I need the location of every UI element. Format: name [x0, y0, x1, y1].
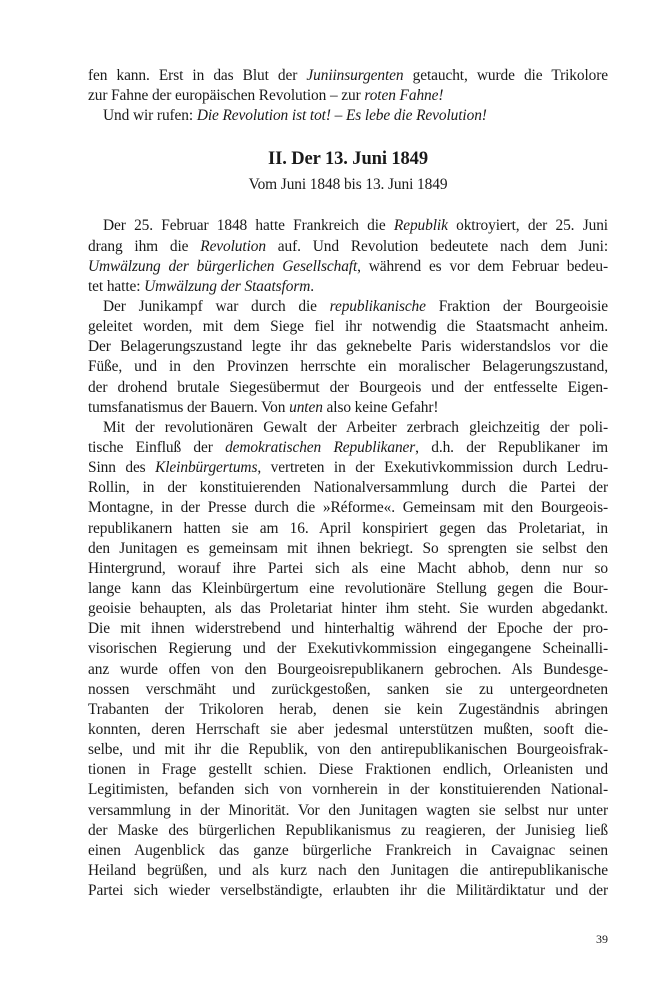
text-line: tet hatte: Umwälzung der Staatsform.: [88, 277, 314, 295]
text-line: drang ihm die Revolution auf. Und Revolution bedeutete nach dem Juni:: [88, 237, 608, 255]
paragraph-3: [88, 418, 608, 901]
text-line: Partei sich wieder verselbständigte, erlaubten ihr die Militärdiktatur und der: [88, 882, 608, 900]
text-line: Hintergrund, worauf ihre Partei sich als eine Macht abhob, denn nur so: [88, 559, 608, 577]
paragraph-2: [88, 297, 608, 418]
text-line: tumsfanatismus der Bauern. Von unten also keine Gefahr!: [88, 398, 439, 416]
chapter-subheading: Vom Juni 1848 bis 13. Juni 1849: [248, 176, 448, 194]
text-line: den Junitagen es gemeinsam mit ihnen bekriegt. So sprengten sie selbst den: [88, 539, 608, 557]
text-line: konnten, deren Herrschaft sie aber jedesmal unterstützen mußten, sooft die-: [88, 720, 608, 738]
text-line: anz wurde offen von den Bourgeoisrepublikanern gebrochen. Als Bundesge-: [88, 660, 608, 678]
text-line: tische Einfluß der demokratischen Republikaner, d.h. der Republikaner im: [88, 438, 608, 456]
text-line: fen kann. Erst in das Blut der Juniinsurgenten getaucht, wurde die Trikolore: [88, 67, 608, 84]
text-line: nossen verschmäht und zurückgestoßen, sanken sie zu untergeordneten: [88, 680, 608, 698]
text-line: Der 25. Februar 1848 hatte Frankreich die Republik oktroyiert, der 25. Juni: [103, 217, 608, 235]
text-line: Legitimisten, befanden sich von vornherein in der konstituierenden National-: [88, 781, 608, 799]
text-line: selbe, und mit ihr die Republik, von den antirepublikanischen Bourgeoisfrak-: [88, 741, 608, 759]
text-line: Die mit ihnen widerstrebend und hinterhaltig während der Epoche der pro-: [88, 620, 608, 638]
text-line: Heiland begrüßen, und als kurz nach den Junitagen die antirepublikanische: [88, 861, 608, 879]
text-line: lange kann das Kleinbürgertum eine revolutionäre Stellung gegen die Bour-: [88, 579, 608, 597]
text-line: zur Fahne der europäischen Revolution – zur roten Fahne!: [88, 87, 444, 105]
text-line: Und wir rufen: Die Revolution ist tot! – Es lebe die Revolution!: [103, 107, 487, 125]
text-line: tionen in Frage gestellt schien. Diese Fraktionen endlich, Orleanisten und: [88, 761, 608, 779]
text-line: Montagne, in der Presse durch die »Réforme«. Gemeinsam mit den Bourgeois-: [88, 499, 608, 517]
body-text: [88, 66, 608, 901]
text-line: geleitet worden, mit dem Siege fiel ihr notwendig die Staatsmacht anheim.: [88, 318, 608, 336]
page-number: 39: [596, 932, 608, 946]
text-line: Füße, und in den Provinzen herrschte ein moralischer Belagerungszustand,: [88, 358, 608, 376]
text-line: republikanern hatten sie am 16. April konspiriert gegen das Proletariat, in: [88, 519, 608, 537]
text-line: Umwälzung der bürgerlichen Gesellschaft, während es vor dem Februar bedeu-: [88, 257, 608, 275]
text-line: Rollin, in der konstituierenden Nationalversammlung durch die Partei der: [88, 479, 608, 497]
text-line: Mit der revolutionären Gewalt der Arbeiter zerbrach gleichzeitig der poli-: [103, 418, 608, 436]
text-line: der drohend brutale Siegesübermut der Bourgeois und der entfesselte Eigen-: [88, 378, 608, 396]
paragraph-1: [88, 216, 608, 297]
chapter-heading: II. Der 13. Juni 1849: [268, 149, 428, 170]
intro-paragraph: [88, 66, 608, 126]
text-line: geoisie behaupten, als das Proletariat hinter ihm steht. Sie wurden abgedankt.: [88, 600, 608, 618]
text-line: Sinn des Kleinbürgertums, vertreten in der Exekutivkommission durch Ledru-: [88, 459, 608, 477]
text-line: der Maske des bürgerlichen Republikanismus zu reagieren, der Junisieg ließ: [88, 821, 608, 839]
text-line: Trabanten der Trikoloren herab, denen sie kein Zugeständnis abringen: [88, 700, 608, 718]
text-line: einen Augenblick das ganze bürgerliche Frankreich in Cavaignac seinen: [88, 841, 608, 859]
text-line: visorischen Regierung und der Exekutivkommission eingegangene Scheinalli-: [88, 640, 608, 658]
text-line: Der Junikampf war durch die republikanische Fraktion der Bourgeoisie: [103, 297, 608, 315]
text-line: Der Belagerungszustand legte ihr das geknebelte Paris widerstandslos vor die: [88, 338, 608, 356]
text-line: versammlung in der Minorität. Vor den Junitagen wagten sie selbst nur unter: [88, 801, 608, 819]
